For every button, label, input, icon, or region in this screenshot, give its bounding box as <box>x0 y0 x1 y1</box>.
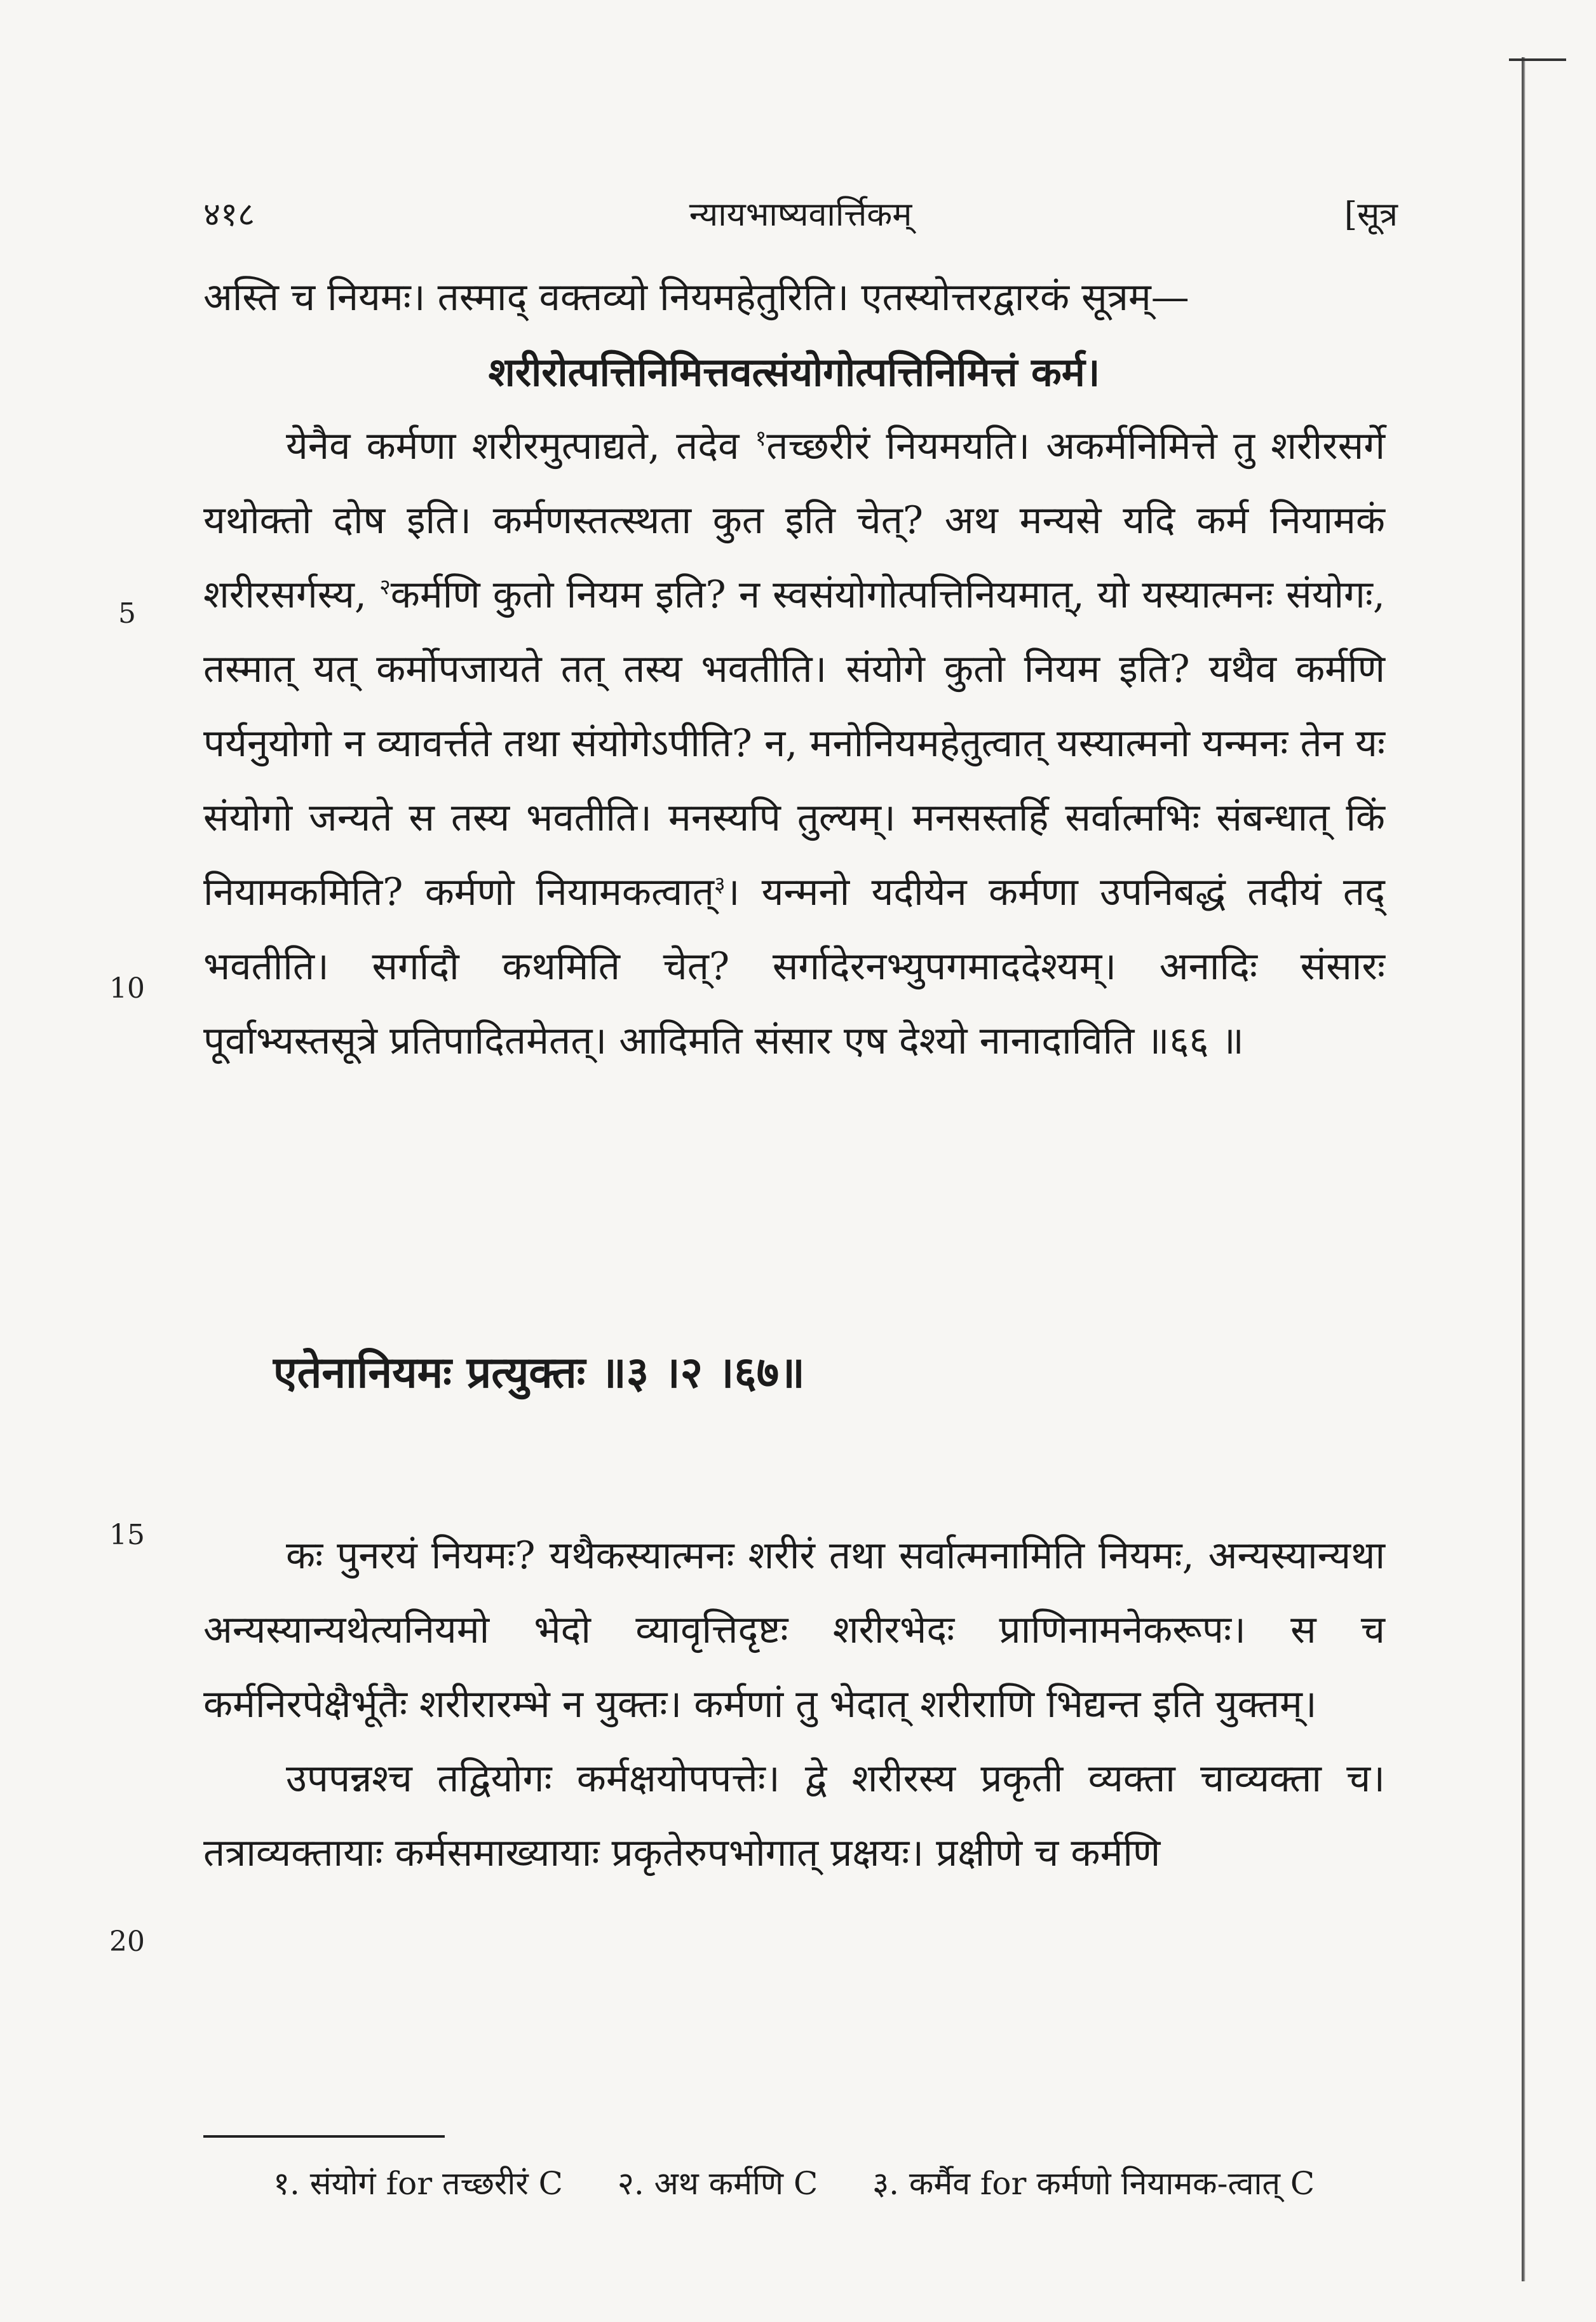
commentary-paragraph-3: उपपन्नश्च तद्वियोगः कर्मक्षयोपपत्तेः। द्वे शरीरस्य प्रकृती व्यक्ता चाव्यक्ता च। तत्राव्यक्तायाः कर्मसमाख्यायाः प्रकृतेरुपभोगात् प्रक्षयः। प्रक्षीणे च कर्मणि <box>203 1756 1385 1875</box>
page-number: ४१८ <box>203 196 255 234</box>
footnote-mark-1: १ <box>755 426 767 451</box>
sutra-quote: शरीरोत्पत्तिनिमित्तवत्संयोगोत्पत्तिनिमित्तं कर्म। <box>488 349 1100 395</box>
line-number-15: 15 <box>109 1519 145 1551</box>
commentary-paragraph-2: कः पुनरयं नियमः? यथैकस्यात्मनः शरीरं तथा सर्वात्मनामिति नियमः, अन्यस्यान्यथा अन्यस्यान्यथेत्यनियमो भेदो व्यावृत्तिदृष्टः शरीरभेदः प्राणिनामनेकरूपः। स च कर्मनिरपेक्षैर्भूतैः शरीरारम्भे न युक्तः। कर्मणां तु भेदात् शरीराणि भिद्यन्त इति युक्तम्। <box>203 1533 1385 1727</box>
footnote-rule <box>203 2135 445 2138</box>
line-number-20: 20 <box>109 1925 145 1958</box>
footnote-mark-2: २ <box>379 574 391 600</box>
commentary-block-2 <box>203 1519 1385 1891</box>
line-number-5: 5 <box>118 597 136 630</box>
scan-corner-mark <box>1509 58 1566 61</box>
section-label: [सूत्र <box>1344 196 1398 234</box>
footnote-1: १. संयोगं for तच्छरीरं C <box>273 2165 563 2202</box>
footnote-2: २. अथ कर्मणि C <box>617 2165 818 2202</box>
scan-binding-edge <box>1522 57 1525 2281</box>
line-number-10: 10 <box>109 972 145 1005</box>
sutra-heading: एतेनानियमः प्रत्युक्तः ॥३ ।२ ।६७॥ <box>273 1347 805 1398</box>
running-title: न्यायभाष्यवार्त्तिकम् <box>689 196 912 234</box>
running-header <box>203 184 1398 241</box>
intro-line: अस्ति च नियमः। तस्माद् वक्तव्यो नियमहेतुरिति। एतस्योत्तरद्वारकं सूत्रम्— <box>203 275 1189 320</box>
commentary-block-1 <box>203 261 1385 1078</box>
footnote-3: ३. कर्मैव for कर्मणो नियामक-त्वात् C <box>872 2165 1315 2202</box>
commentary-paragraph-1: येनैव कर्मणा शरीरमुत्पाद्यते, तदेव $^१$तच्छरीरं नियमयति। अकर्मनिमित्ते तु शरीरसर्गे यथोक्तो दोष इति। कर्मणस्तत्स्थता कुत इति चेत्? अथ मन्यसे यदि कर्म नियामकं शरीरसर्गस्य, $^२$कर्मणि कुतो नियम इति? न स्वसंयोगोत्पत्तिनियमात्, यो यस्यात्मनः संयोगः, तस्मात् यत् कर्मोपजायते तत् तस्य भवतीति। संयोगे कुतो नियम इति? यथैव कर्मणि पर्यनुयोगो न व्यावर्त्तते तथा संयोगेऽपीति? न, मनोनियमहेतुत्वात् यस्यात्मनो यन्मनः तेन यः संयोगो जन्यते स तस्य भवतीति। मनस्यपि तुल्यम्। मनसस्तर्हि सर्वात्मभिः संबन्धात् किं नियामकमिति? कर्मणो नियामकत्वात्$^३$। यन्मनो यदीयेन कर्मणा उपनिबद्धं तदीयं तद् भवतीति। सर्गादौ कथमिति चेत्? सर्गादेरनभ्युपगमाददेश्यम्। अनादिः संसारः पूर्वाभ्यस्तसूत्रे प्रतिपादितमेतत्। आदिमति संसार एष देश्यो नानादाविति ॥६६ ॥ <box>203 424 1385 1063</box>
footnote-mark-3: ३ <box>713 872 726 897</box>
footnotes <box>203 2157 1398 2210</box>
